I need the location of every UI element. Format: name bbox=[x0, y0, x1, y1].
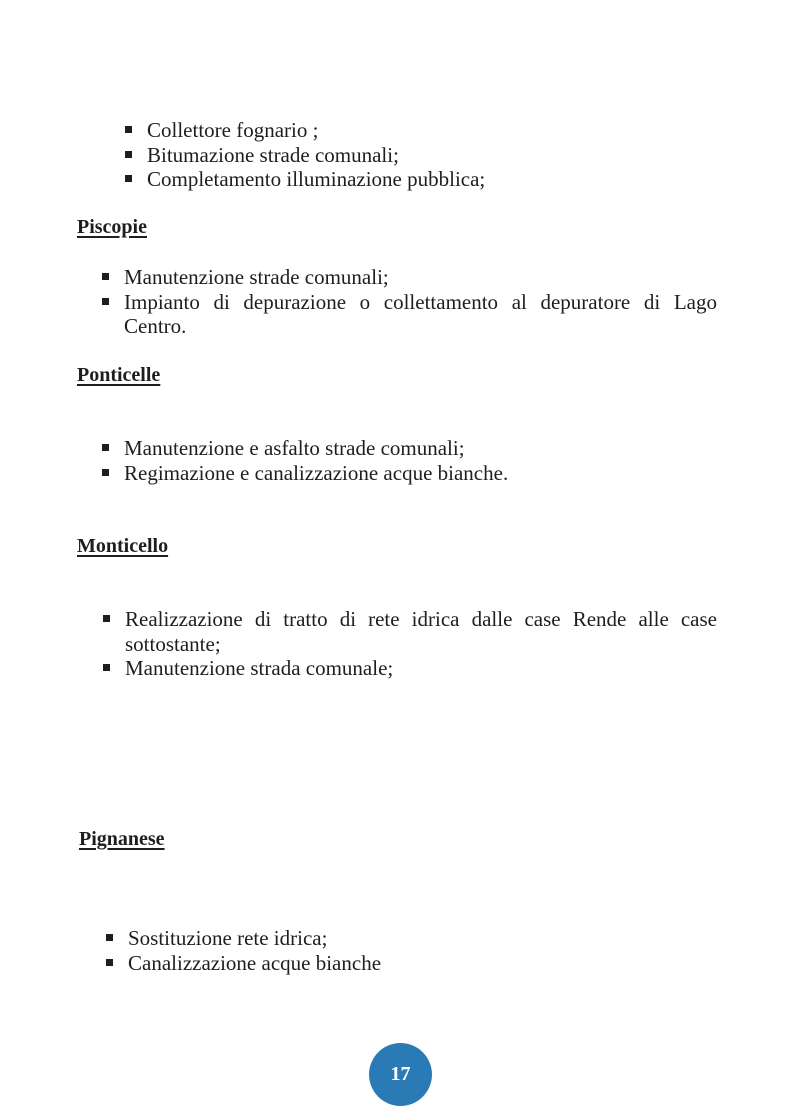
section-heading-pignanese: Pignanese bbox=[79, 828, 165, 850]
square-bullet-icon bbox=[125, 151, 132, 158]
square-bullet-icon bbox=[103, 615, 110, 622]
list-item-text: Manutenzione e asfalto strade comunali; bbox=[124, 436, 465, 460]
section-heading-ponticelle: Ponticelle bbox=[77, 364, 161, 386]
list-item bbox=[106, 951, 706, 976]
monticello-bullet-list bbox=[103, 607, 717, 681]
list-item-text: Canalizzazione acque bianche bbox=[128, 950, 382, 975]
square-bullet-icon bbox=[103, 664, 110, 671]
list-item-text: Realizzazione di tratto di rete idrica dalle case Rende alle case sottostante; bbox=[125, 607, 717, 656]
list-item bbox=[102, 436, 717, 461]
square-bullet-icon bbox=[125, 126, 132, 133]
list-item-text: Sostituzione rete idrica; bbox=[128, 926, 328, 950]
square-bullet-icon bbox=[106, 959, 113, 966]
ponticelle-bullet-list bbox=[102, 436, 717, 485]
list-item-text: Manutenzione strada comunale; bbox=[125, 656, 394, 680]
list-item bbox=[106, 926, 706, 951]
section-heading-piscopie: Piscopie bbox=[77, 216, 147, 238]
list-item-text: Regimazione e canalizzazione acque bianche. bbox=[124, 460, 509, 485]
square-bullet-icon bbox=[125, 175, 132, 182]
list-item bbox=[125, 167, 625, 192]
list-item bbox=[125, 118, 625, 143]
section-heading-monticello: Monticello bbox=[77, 535, 169, 557]
piscopie-bullet-list bbox=[102, 265, 717, 339]
list-item-text: Collettore fognario ; bbox=[147, 118, 319, 142]
list-item-text: Bitumazione strade comunali; bbox=[147, 142, 399, 167]
list-item bbox=[102, 461, 717, 486]
list-item bbox=[103, 607, 717, 656]
page-number-badge bbox=[369, 1043, 432, 1106]
list-item-text: Completamento illuminazione pubblica; bbox=[147, 167, 486, 191]
list-item bbox=[103, 656, 717, 681]
list-item-text: Manutenzione strade comunali; bbox=[124, 265, 389, 289]
top-bullet-list bbox=[125, 118, 625, 192]
list-item bbox=[102, 265, 717, 290]
square-bullet-icon bbox=[102, 444, 109, 451]
square-bullet-icon bbox=[102, 273, 109, 280]
square-bullet-icon bbox=[106, 934, 113, 941]
list-item bbox=[125, 143, 625, 168]
list-item-text: Impianto di depurazione o collettamento al depuratore di Lago Centro. bbox=[124, 289, 717, 338]
square-bullet-icon bbox=[102, 298, 109, 305]
pignanese-bullet-list bbox=[106, 926, 706, 975]
list-item bbox=[102, 290, 717, 339]
page-number: 17 bbox=[390, 1063, 411, 1085]
square-bullet-icon bbox=[102, 469, 109, 476]
